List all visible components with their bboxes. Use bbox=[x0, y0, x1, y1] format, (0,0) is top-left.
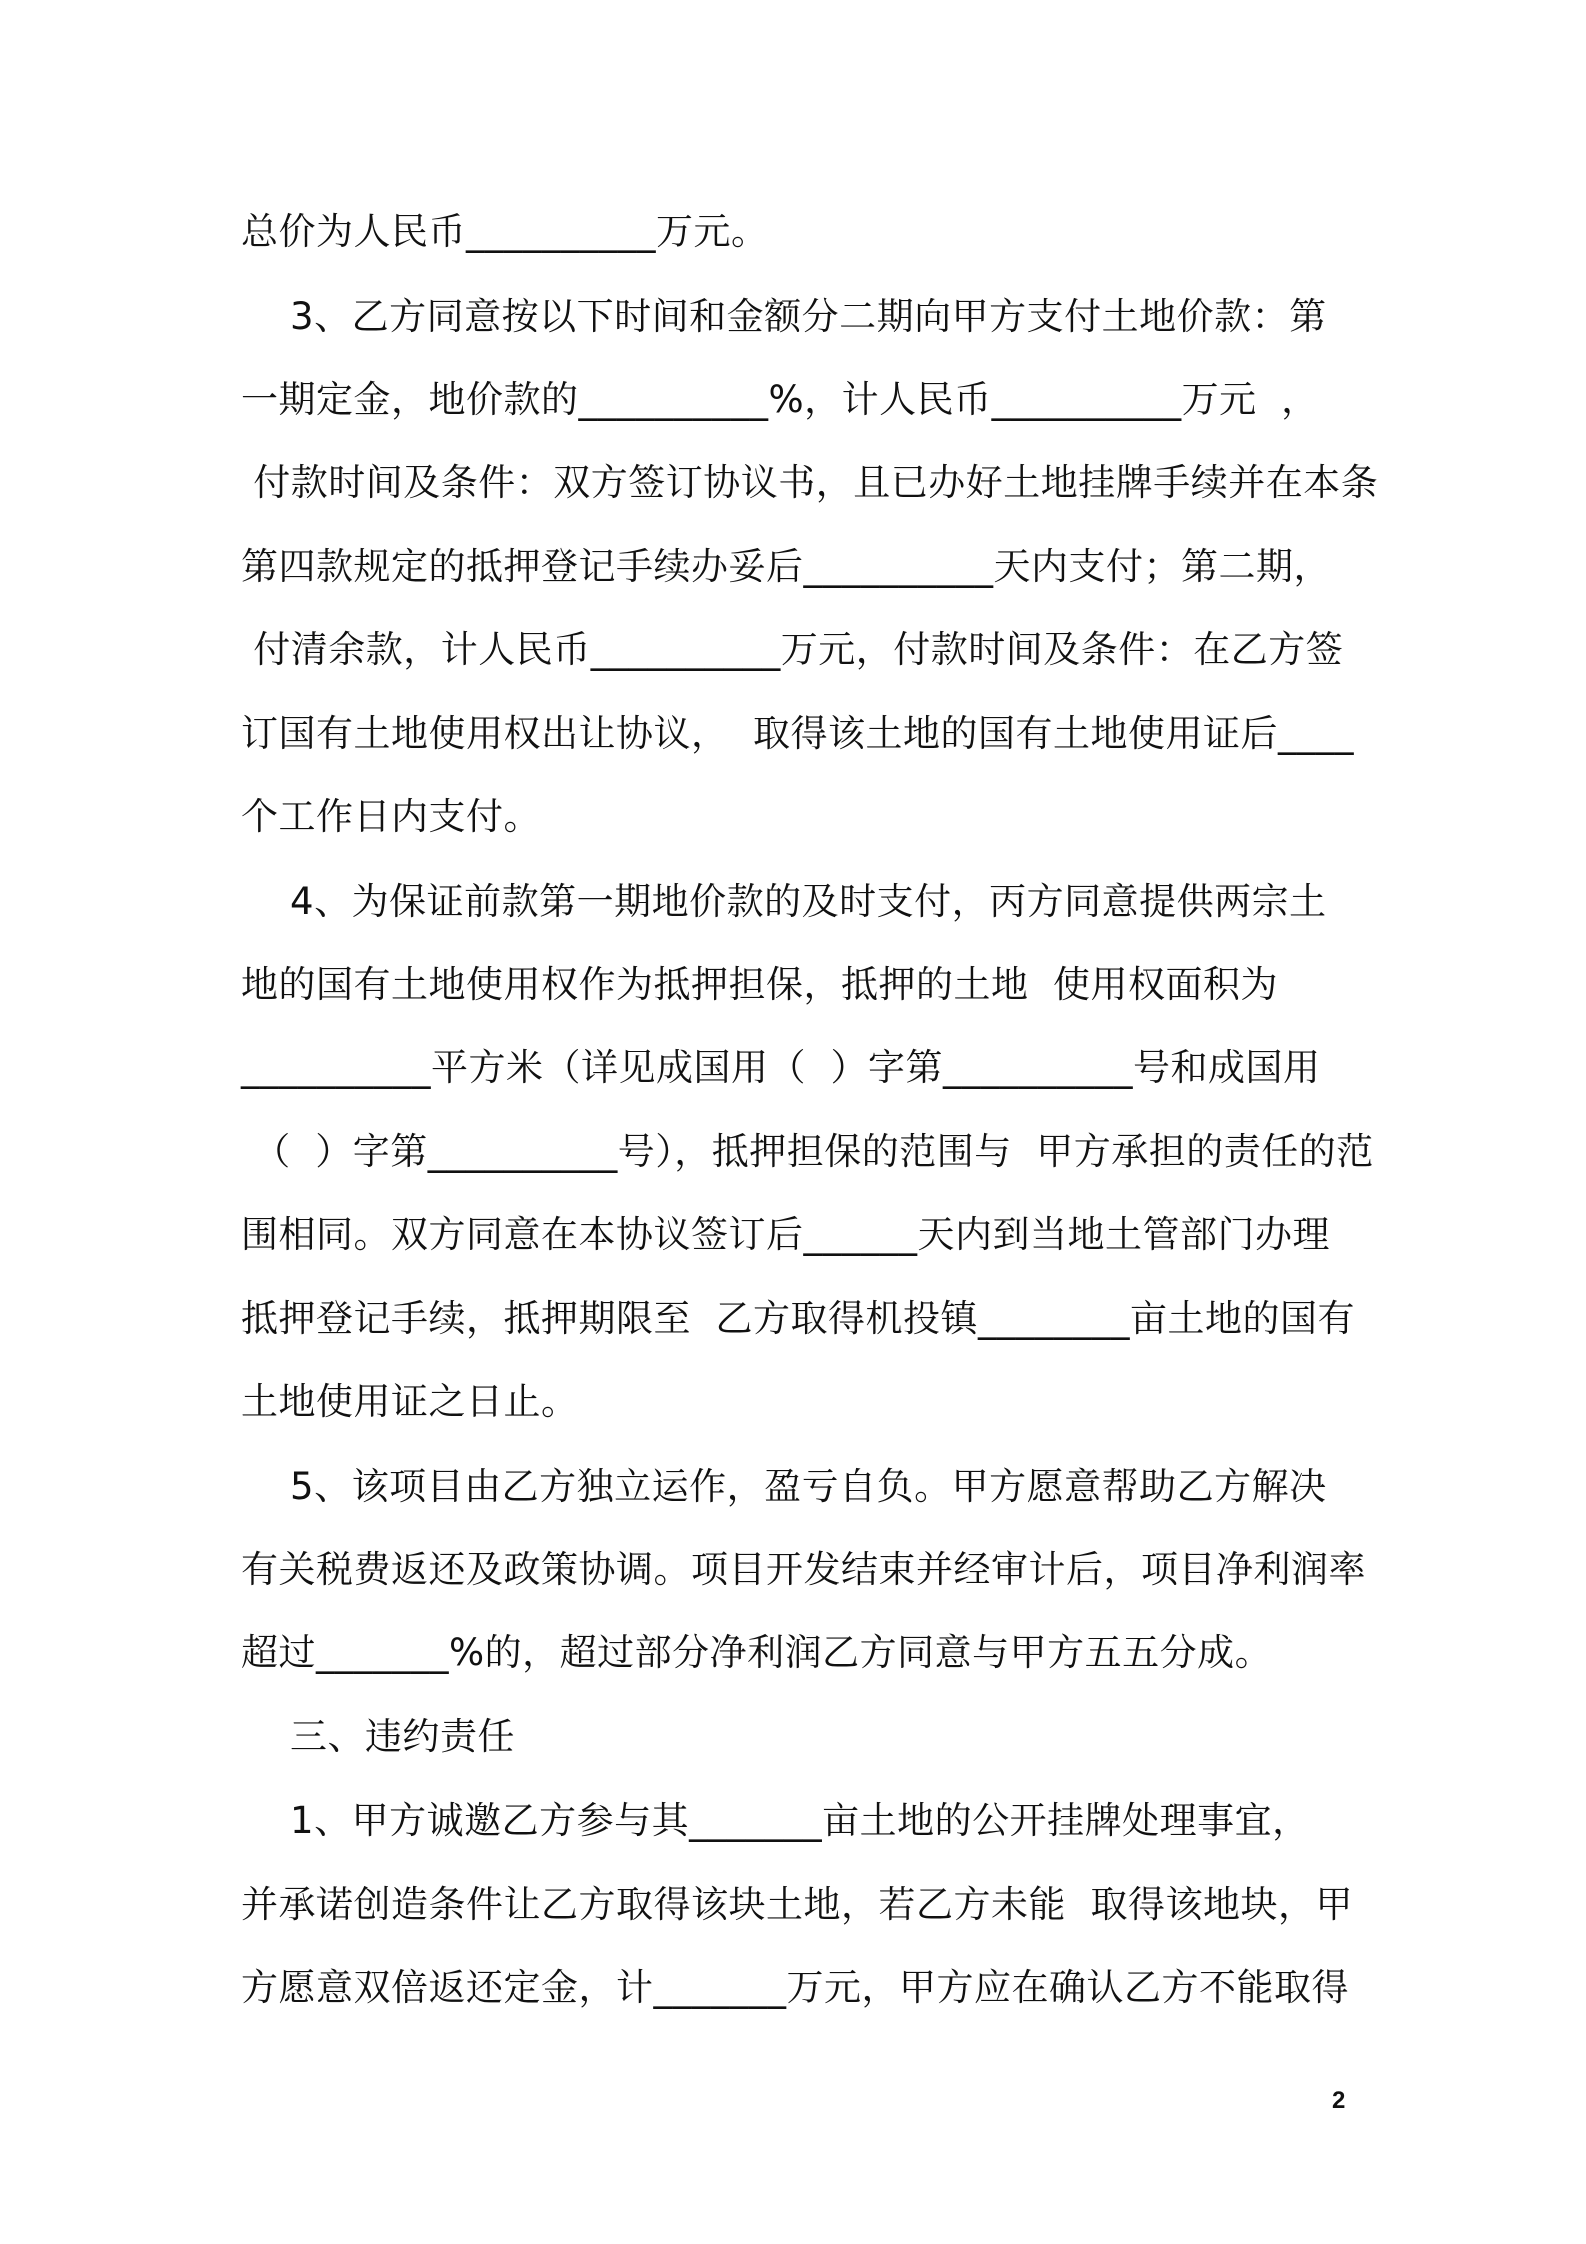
text-line: 5、该项目由乙方独立运作，盈亏自负。甲方愿意帮助乙方解决 bbox=[241, 1465, 1327, 1508]
text-line: 付清余款，计人民币__________万元，付款时间及条件：在乙方签 bbox=[241, 628, 1344, 671]
text-line: 1、甲方诚邀乙方参与其_______亩土地的公开挂牌处理事宜， bbox=[241, 1799, 1310, 1842]
text-line: 围相同。双方同意在本协议签订后______天内到当地土管部门办理 bbox=[241, 1213, 1330, 1256]
text-line: 方愿意双倍返还定金，计_______万元，甲方应在确认乙方不能取得 bbox=[241, 1966, 1349, 2009]
text-line: 4、为保证前款第一期地价款的及时支付，丙方同意提供两宗土 bbox=[241, 880, 1327, 923]
text-line: 一期定金，地价款的__________%，计人民币__________万元 ， bbox=[241, 378, 1319, 421]
text-line: 个工作日内支付。 bbox=[241, 795, 541, 838]
text-line: 付款时间及条件：双方签订协议书，且已办好土地挂牌手续并在本条 bbox=[241, 461, 1379, 504]
text-line: 第四款规定的抵押登记手续办妥后__________天内支付；第二期， bbox=[241, 545, 1331, 588]
section-heading: 三、违约责任 bbox=[241, 1715, 516, 1758]
text-line: 地的国有土地使用权作为抵押担保，抵押的土地 使用权面积为 bbox=[241, 963, 1279, 1006]
text-line: 总价为人民币__________万元。 bbox=[241, 210, 769, 253]
text-line: 土地使用证之日止。 bbox=[241, 1380, 579, 1423]
text-line: __________平方米（详见成国用（ ）字第__________号和成国用 bbox=[241, 1046, 1321, 1089]
text-line: 3、乙方同意按以下时间和金额分二期向甲方支付土地价款：第 bbox=[241, 295, 1327, 338]
text-line: 订国有土地使用权出让协议， 取得该土地的国有土地使用证后____ bbox=[241, 712, 1355, 755]
text-line: 超过_______%的，超过部分净利润乙方同意与甲方五五分成。 bbox=[241, 1631, 1273, 1674]
text-line: 并承诺创造条件让乙方取得该块土地，若乙方未能 取得该地块，甲 bbox=[241, 1883, 1354, 1926]
text-line: 抵押登记手续，抵押期限至 乙方取得机投镇________亩土地的国有 bbox=[241, 1297, 1356, 1340]
page-number: 2 bbox=[1332, 2087, 1346, 2114]
text-line: （ ）字第__________号），抵押担保的范围与 甲方承担的责任的范 bbox=[241, 1130, 1374, 1173]
text-line: 有关税费返还及政策协调。项目开发结束并经审计后，项目净利润率 bbox=[241, 1548, 1366, 1591]
